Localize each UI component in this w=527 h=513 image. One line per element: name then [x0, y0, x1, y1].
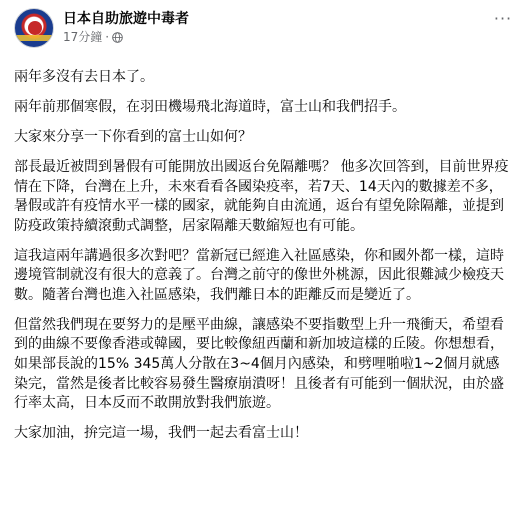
avatar-emblem [28, 21, 42, 35]
page-name-link[interactable]: 日本自助旅遊中毒者 [63, 11, 189, 27]
post-paragraph: 部長最近被問到暑假有可能開放出國返台免隔離嗎？ 他多次回答到，目前世界疫情在下降，台灣在上升，未來看看各國染疫率，若7天、14天內的數據差不多，暑假或許有疫情水平一樣的國家，就能夠自由流通，返台有望免除隔離，並提到防疫政策持續滾動式調整，居家隔離天數縮短也有可能。 [14, 158, 509, 234]
separator-dot: · [105, 30, 110, 44]
post-paragraph: 大家加油，拚完這一場，我們一起去看富士山！ [14, 425, 308, 442]
post-paragraph: 但當然我們現在要努力的是壓平曲線，讓感染不要指數型上升一飛衝天，希望看到的曲線不要像香港或韓國，要比較像紐西蘭和新加坡這樣的丘陵。你想想看，如果部長說的15% 345萬人分散在3~4個月內感染，和劈哩啪啦1~2個月就感染完，當然是後者比較容易發生醫療崩潰呀！且後者有可能到一個狀況，由於盛行率太高，日本反而不敢開放對我們旅遊。 [14, 316, 504, 412]
page-avatar[interactable] [14, 8, 54, 48]
avatar-band [15, 35, 53, 41]
post-body [14, 68, 513, 444]
more-options-icon[interactable]: ··· [493, 8, 513, 28]
post-paragraph: 大家來分享一下你看到的富士山如何？ [14, 128, 252, 145]
post-paragraph: 兩年多沒有去日本了。 [14, 69, 154, 85]
post-header [14, 8, 513, 58]
globe-icon [112, 32, 123, 43]
post-subline [63, 29, 189, 45]
post-timestamp[interactable]: 17分鐘 [63, 30, 103, 44]
post-paragraph: 這我這兩年講過很多次對吧？當新冠已經進入社區感染，你和國外都一樣，這時邊境管制就沒有很大的意義了。台灣之前守的像世外桃源，因此很難減少檢疫天數。隨著台灣也進入社區感染，我們離日本的距離反而是變近了。 [14, 247, 504, 303]
post-paragraph: 兩年前那個寒假，在羽田機場飛北海道時，富士山和我們招手。 [14, 98, 406, 115]
post-meta [63, 10, 189, 45]
